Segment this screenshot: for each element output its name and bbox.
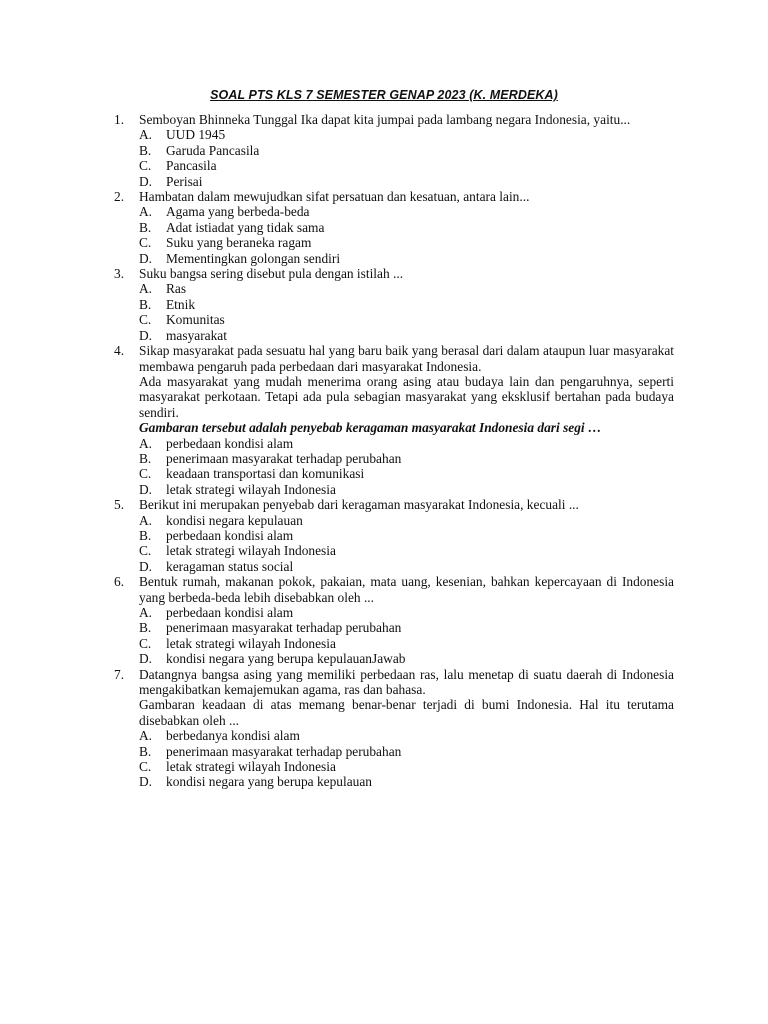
- option-letter: A.: [139, 435, 153, 451]
- option-a: [139, 281, 674, 296]
- option-letter: B.: [139, 527, 152, 543]
- option-a: [139, 513, 674, 528]
- option-letter: C.: [139, 543, 152, 559]
- option-letter: C.: [139, 759, 152, 775]
- option-b: [139, 620, 674, 635]
- option-c: [139, 312, 674, 327]
- option-letter: B.: [139, 450, 152, 466]
- option-letter: C.: [139, 635, 152, 651]
- option-letter: D.: [139, 327, 153, 343]
- option-a: [139, 127, 674, 142]
- option-b: [139, 528, 674, 543]
- option-c: [139, 158, 674, 173]
- option-letter: B.: [139, 142, 152, 158]
- option-d: [139, 559, 674, 574]
- option-b: [139, 744, 674, 759]
- option-text: perbedaan kondisi alam: [166, 527, 294, 543]
- option-text: letak strategi wilayah Indonesia: [166, 635, 336, 651]
- question-4: [114, 343, 674, 497]
- option-text: kondisi negara yang berupa kepulauanJawab: [166, 651, 406, 667]
- option-letter: A.: [139, 127, 153, 143]
- option-a: [139, 605, 674, 620]
- question-6: [114, 574, 674, 666]
- option-d: [139, 651, 674, 666]
- question-number: 3.: [114, 266, 125, 282]
- question-2: [114, 189, 674, 266]
- option-letter: C.: [139, 312, 152, 328]
- option-letter: A.: [139, 512, 153, 528]
- option-letter: D.: [139, 651, 153, 667]
- option-text: Etnik: [166, 296, 196, 312]
- option-d: [139, 482, 674, 497]
- question-text-continued: Gambaran keadaan di atas memang benar-benar terjadi di bumi Indonesia. Hal itu terutama disebabkan oleh ...: [139, 697, 674, 728]
- option-d: [139, 174, 674, 189]
- option-text: perbedaan kondisi alam: [166, 605, 294, 620]
- option-letter: B.: [139, 219, 152, 235]
- option-letter: A.: [139, 605, 153, 620]
- option-letter: A.: [139, 281, 153, 297]
- option-c: [139, 235, 674, 250]
- option-b: [139, 143, 674, 158]
- option-text: kondisi negara kepulauan: [166, 512, 303, 528]
- option-text: letak strategi wilayah Indonesia: [166, 759, 336, 775]
- question-number: 4.: [114, 343, 125, 359]
- option-c: [139, 636, 674, 651]
- option-text: Pancasila: [166, 158, 217, 174]
- option-text: Komunitas: [166, 312, 225, 328]
- option-text: UUD 1945: [166, 127, 226, 143]
- option-letter: C.: [139, 158, 152, 174]
- question-5: [114, 497, 674, 574]
- option-b: [139, 297, 674, 312]
- option-text: Mementingkan golongan sendiri: [166, 250, 341, 266]
- option-c: [139, 759, 674, 774]
- option-a: [139, 436, 674, 451]
- question-number: 7.: [114, 666, 125, 682]
- option-text: perbedaan kondisi alam: [166, 435, 294, 451]
- option-letter: A.: [139, 204, 153, 220]
- option-text: letak strategi wilayah Indonesia: [166, 481, 336, 497]
- question-list: [114, 112, 674, 790]
- option-text: berbedanya kondisi alam: [166, 728, 300, 744]
- option-text: Adat istiadat yang tidak sama: [166, 219, 325, 235]
- question-number: 2.: [114, 189, 125, 205]
- option-c: [139, 543, 674, 558]
- option-letter: D.: [139, 173, 153, 189]
- question-text: Berikut ini merupakan penyebab dari keragaman masyarakat Indonesia, kecuali ...: [139, 497, 579, 513]
- question-text: Sikap masyarakat pada sesuatu hal yang baru baik yang berasal dari dalam ataupun luar masyarakat membawa pengaruh pada perbedaan dari masyarakat Indonesia.: [139, 343, 674, 374]
- option-letter: D.: [139, 250, 153, 266]
- question-number: 5.: [114, 497, 125, 513]
- question-number: 6.: [114, 574, 125, 590]
- option-a: [139, 728, 674, 743]
- option-letter: A.: [139, 728, 153, 744]
- option-d: [139, 774, 674, 789]
- question-3: [114, 266, 674, 343]
- option-text: Suku yang beraneka ragam: [166, 235, 312, 251]
- option-letter: D.: [139, 774, 153, 790]
- option-letter: D.: [139, 481, 153, 497]
- option-text: Agama yang berbeda-beda: [166, 204, 310, 220]
- option-text: Garuda Pancasila: [166, 142, 260, 158]
- question-7: [114, 667, 674, 790]
- option-text: letak strategi wilayah Indonesia: [166, 543, 336, 559]
- option-letter: D.: [139, 558, 153, 574]
- question-number: 1.: [114, 112, 125, 127]
- option-text: Ras: [166, 281, 187, 297]
- option-b: [139, 451, 674, 466]
- option-letter: C.: [139, 235, 152, 251]
- option-letter: C.: [139, 466, 152, 482]
- option-text: kondisi negara yang berupa kepulauan: [166, 774, 372, 790]
- option-b: [139, 220, 674, 235]
- option-text: keadaan transportasi dan komunikasi: [166, 466, 365, 482]
- option-letter: B.: [139, 620, 152, 636]
- question-1: [114, 112, 674, 189]
- option-text: penerimaan masyarakat terhadap perubahan: [166, 450, 402, 466]
- option-text: Perisai: [166, 173, 203, 189]
- document-title: SOAL PTS KLS 7 SEMESTER GENAP 2023 (K. MERDEKA): [210, 88, 558, 102]
- question-text-continued: Ada masyarakat yang mudah menerima orang asing atau budaya lain dan pengaruhnya, seperti masyarakat perkotaan. Tetapi ada pula sebagian masyarakat yang eksklusif bertahan pada budaya sendiri.: [139, 373, 674, 420]
- option-letter: B.: [139, 743, 152, 759]
- option-letter: B.: [139, 296, 152, 312]
- option-text: keragaman status social: [166, 558, 294, 574]
- question-text: Bentuk rumah, makanan pokok, pakaian, mata uang, kesenian, bahkan kepercayaan di Indonesia yang berbeda-beda lebih disebabkan oleh ...: [139, 574, 674, 605]
- question-text: Hambatan dalam mewujudkan sifat persatuan dan kesatuan, antara lain...: [139, 189, 530, 205]
- question-text: Suku bangsa sering disebut pula dengan istilah ...: [139, 266, 404, 282]
- option-text: penerimaan masyarakat terhadap perubahan: [166, 743, 402, 759]
- option-text: penerimaan masyarakat terhadap perubahan: [166, 620, 402, 636]
- option-a: [139, 204, 674, 219]
- option-d: [139, 328, 674, 343]
- question-text: Semboyan Bhinneka Tunggal Ika dapat kita jumpai pada lambang negara Indonesia, yaitu...: [139, 112, 631, 127]
- option-c: [139, 466, 674, 481]
- question-text: Datangnya bangsa asing yang memiliki perbedaan ras, lalu menetap di suatu daerah di Indonesia mengakibatkan kemajemukan agama, ras dan bahasa.: [139, 666, 674, 698]
- question-prompt: Gambaran tersebut adalah penyebab keragaman masyarakat Indonesia dari segi …: [139, 420, 602, 436]
- option-d: [139, 251, 674, 266]
- option-text: masyarakat: [166, 327, 227, 343]
